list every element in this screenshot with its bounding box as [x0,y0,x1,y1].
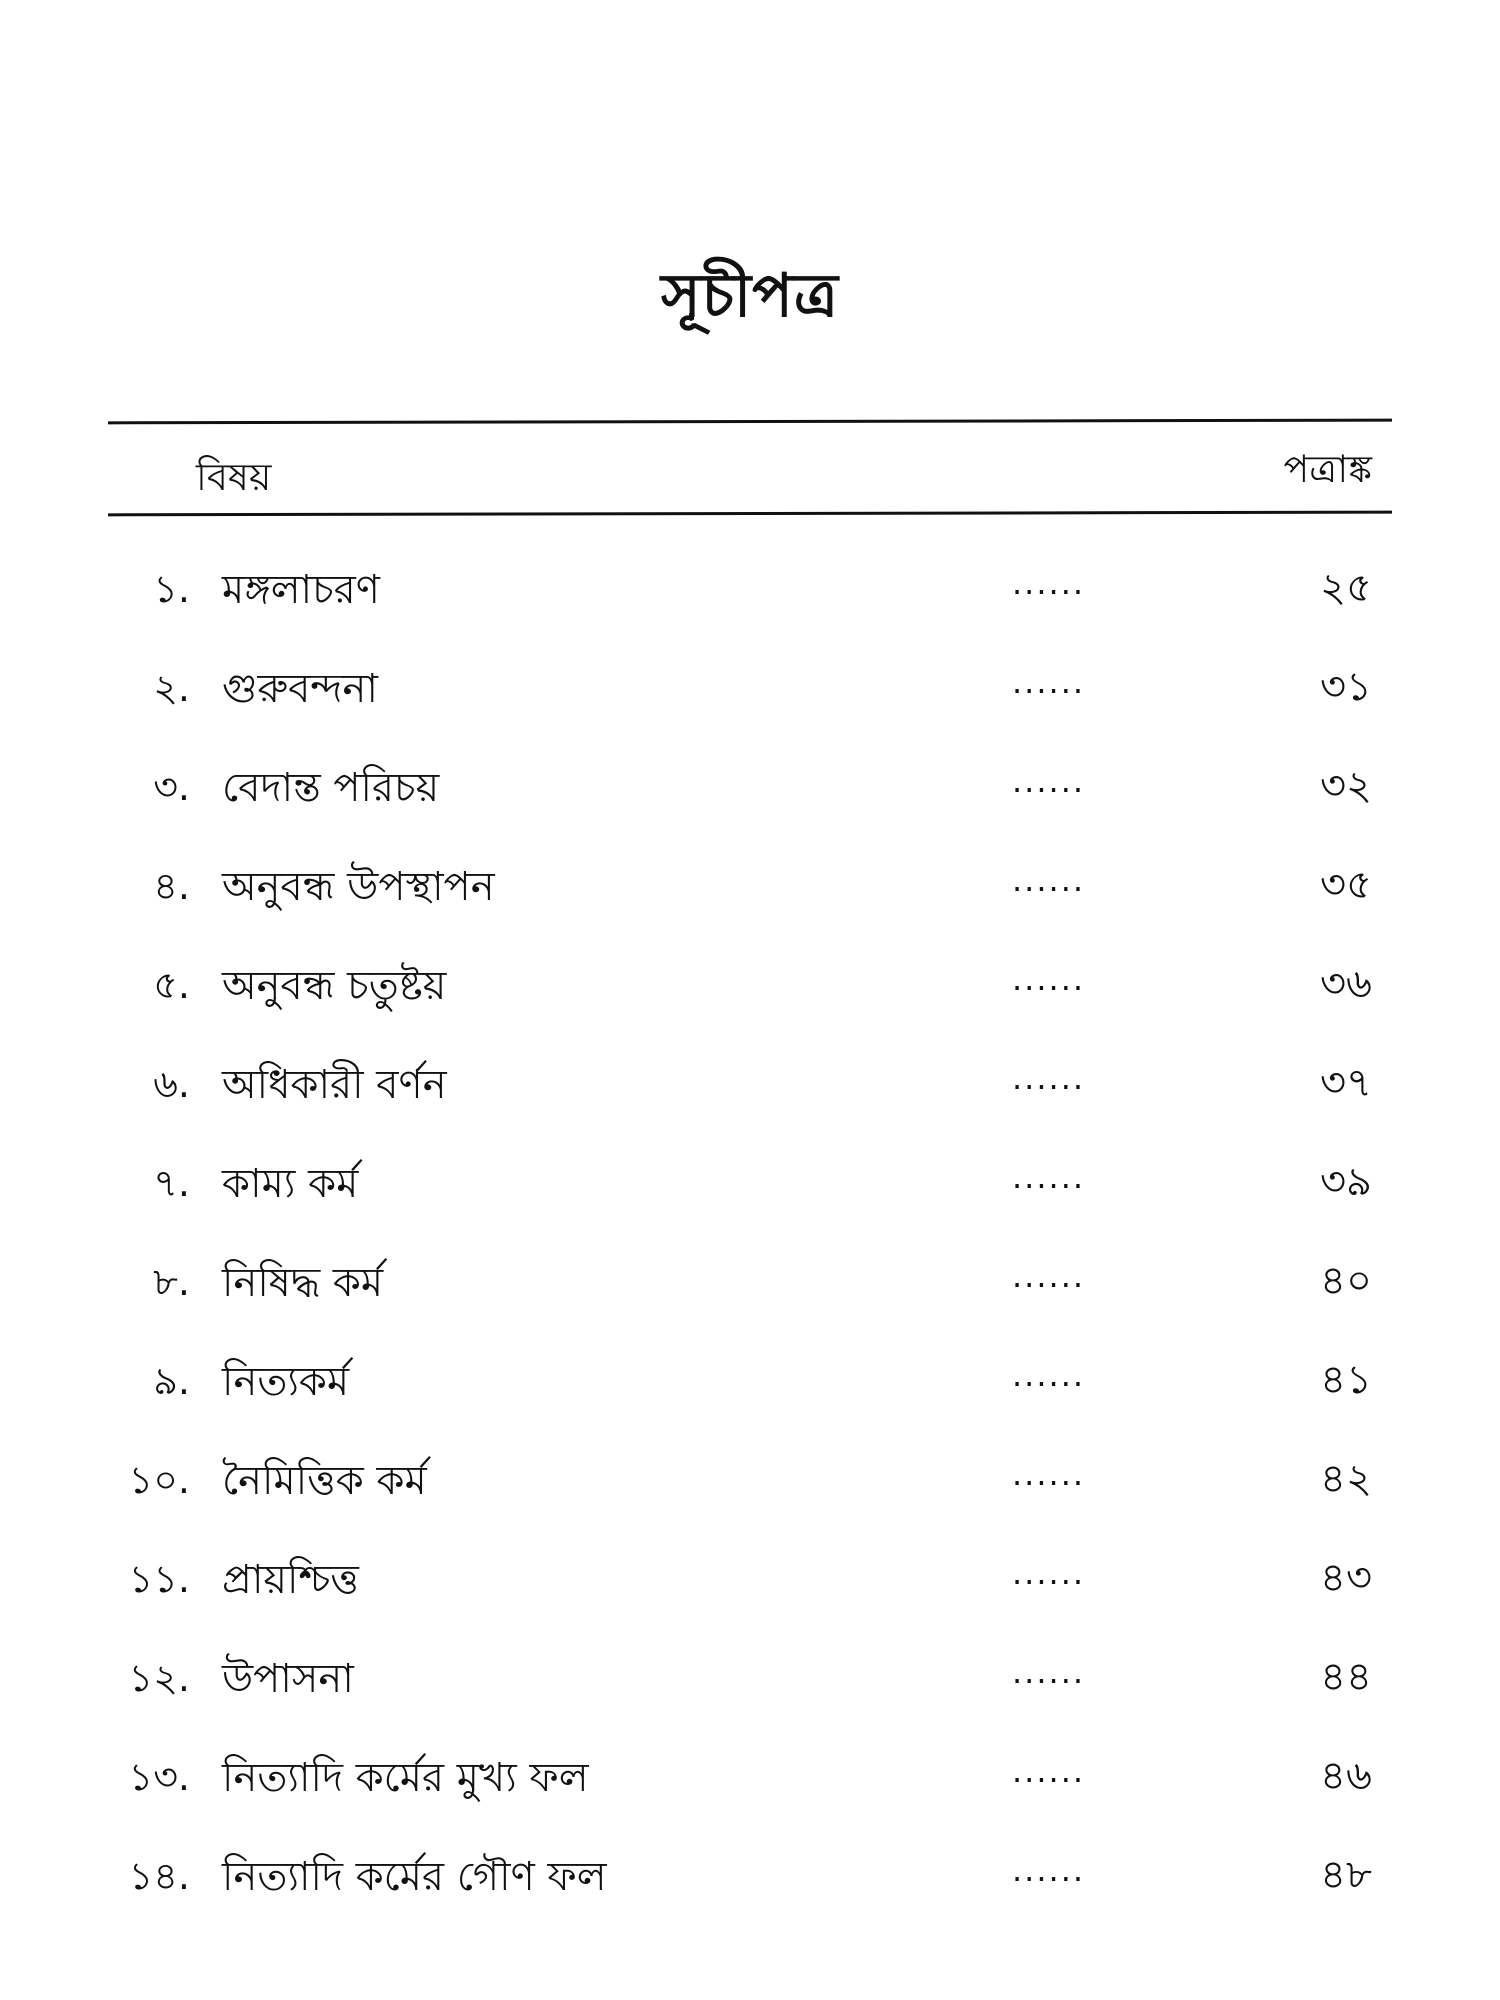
dot-leader: ...... [1012,1653,1086,1691]
table-of-contents [0,548,1500,1934]
entry-title: বেদান্ত পরিচয় [222,765,440,811]
entry-page-number: ৩১ [1320,664,1372,710]
entry-title: অধিকারী বর্ণন [222,1062,447,1108]
dot-leader: ...... [1012,762,1086,800]
entry-title: অনুবন্ধ উপস্থাপন [222,864,495,910]
toc-entry[interactable] [0,1637,1500,1736]
entry-page-number: ৩৬ [1319,961,1372,1007]
dot-leader: ...... [1012,1752,1086,1790]
toc-entry[interactable] [0,944,1500,1043]
entry-number: ৪. [153,864,190,908]
page-title: সূচীপত্র [661,261,839,331]
entry-title: উপাসনা [222,1656,354,1702]
header-bottom-rule [108,511,1392,517]
entry-page-number: ৩৭ [1319,1060,1372,1106]
entry-number: ১০. [128,1458,190,1502]
entry-title: অনুবন্ধ চতুষ্টয় [222,963,447,1009]
entry-number: ৬. [153,1062,190,1106]
entry-title: মঙ্গলাচরণ [222,567,380,613]
toc-entry[interactable] [0,1835,1500,1934]
entry-number: ৯. [153,1359,190,1403]
entry-number: ১৩. [128,1755,190,1799]
entry-page-number: ৩৫ [1320,862,1372,908]
toc-entry[interactable] [0,548,1500,647]
entry-number: ৮. [153,1260,190,1304]
dot-leader: ...... [1012,1356,1086,1394]
entry-number: ১৪. [128,1854,190,1898]
dot-leader: ...... [1012,564,1086,602]
entry-page-number: ৪০ [1320,1258,1372,1304]
entry-title: প্রায়শ্চিত্ত [222,1557,359,1603]
toc-entry[interactable] [0,1043,1500,1142]
entry-page-number: ৪৬ [1320,1753,1372,1799]
toc-entry[interactable] [0,746,1500,845]
toc-entry[interactable] [0,1439,1500,1538]
header-top-rule [108,419,1392,425]
toc-entry[interactable] [0,1241,1500,1340]
dot-leader: ...... [1012,1851,1086,1889]
entry-page-number: ৪১ [1320,1357,1372,1403]
dot-leader: ...... [1012,1455,1086,1493]
dot-leader: ...... [1012,861,1086,899]
entry-page-number: ৪৪ [1320,1654,1372,1700]
toc-entry[interactable] [0,845,1500,944]
entry-title: নিষিদ্ধ কর্ম [222,1260,384,1306]
dot-leader: ...... [1012,1554,1086,1592]
toc-entry[interactable] [0,1142,1500,1241]
entry-page-number: ৪২ [1320,1456,1372,1502]
entry-page-number: ২৫ [1320,565,1372,611]
toc-entry[interactable] [0,647,1500,746]
dot-leader: ...... [1012,1158,1086,1196]
entry-title: নিত্যাদি কর্মের মুখ্য ফল [222,1755,589,1801]
toc-entry[interactable] [0,1736,1500,1835]
entry-page-number: ৩২ [1319,763,1372,809]
column-header-subject: বিষয় [196,455,272,499]
entry-number: ১. [153,567,190,611]
entry-number: ১২. [128,1656,190,1700]
dot-leader: ...... [1012,663,1086,701]
entry-number: ২. [153,666,190,710]
column-header-page: পত্রাঙ্ক [1283,447,1372,491]
entry-number: ৫. [153,963,190,1007]
dot-leader: ...... [1012,1257,1086,1295]
entry-title: নিত্যকর্ম [222,1359,350,1405]
dot-leader: ...... [1012,1059,1086,1097]
entry-number: ৩. [153,765,190,809]
dot-leader: ...... [1012,960,1086,998]
entry-title: কাম্য কর্ম [222,1161,359,1207]
entry-title: গুরুবন্দনা [222,666,378,712]
toc-entry[interactable] [0,1538,1500,1637]
entry-page-number: ৪৮ [1320,1852,1372,1898]
entry-number: ১১. [128,1557,190,1601]
entry-number: ৭. [153,1161,190,1205]
entry-page-number: ৪৩ [1320,1555,1372,1601]
entry-title: নিত্যাদি কর্মের গৌণ ফল [222,1854,607,1900]
toc-entry[interactable] [0,1340,1500,1439]
entry-page-number: ৩৯ [1320,1159,1372,1205]
entry-title: নৈমিত্তিক কর্ম [222,1458,427,1504]
